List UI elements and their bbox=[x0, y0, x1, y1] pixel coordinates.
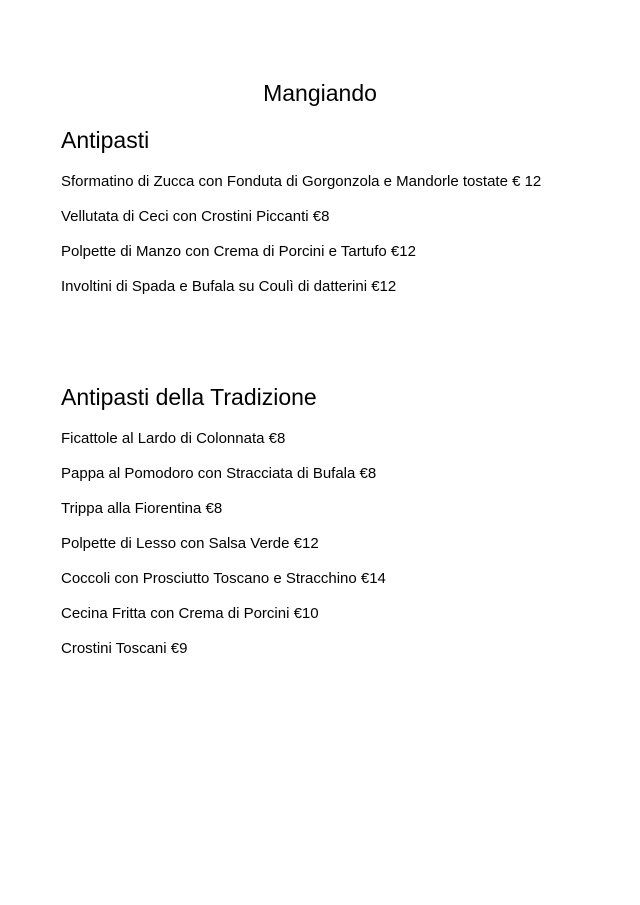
section-heading-antipasti-della-tradizione: Antipasti della Tradizione bbox=[61, 384, 317, 410]
menu-item: Crostini Toscani €9 bbox=[61, 640, 188, 657]
menu-item: Sformatino di Zucca con Fonduta di Gorgonzola e Mandorle tostate € 12 bbox=[61, 173, 542, 190]
menu-item: Vellutata di Ceci con Crostini Piccanti €8 bbox=[61, 208, 330, 225]
menu-item: Coccoli con Prosciutto Toscano e Stracchino €14 bbox=[61, 570, 386, 587]
menu-item: Involtini di Spada e Bufala su Coulì di datterini €12 bbox=[61, 278, 397, 295]
menu-list-antipasti-della-tradizione bbox=[61, 429, 386, 674]
menu-item: Ficattole al Lardo di Colonnata €8 bbox=[61, 430, 286, 447]
menu-item: Cecina Fritta con Crema di Porcini €10 bbox=[61, 605, 319, 622]
section-heading-antipasti: Antipasti bbox=[61, 127, 150, 153]
menu-item: Trippa alla Fiorentina €8 bbox=[61, 500, 223, 517]
menu-list-antipasti bbox=[61, 172, 541, 312]
menu-item: Polpette di Manzo con Crema di Porcini e Tartufo €12 bbox=[61, 243, 416, 260]
menu-item: Pappa al Pomodoro con Stracciata di Bufala €8 bbox=[61, 465, 377, 482]
menu-item: Polpette di Lesso con Salsa Verde €12 bbox=[61, 535, 319, 552]
page-title: Mangiando bbox=[263, 80, 377, 106]
